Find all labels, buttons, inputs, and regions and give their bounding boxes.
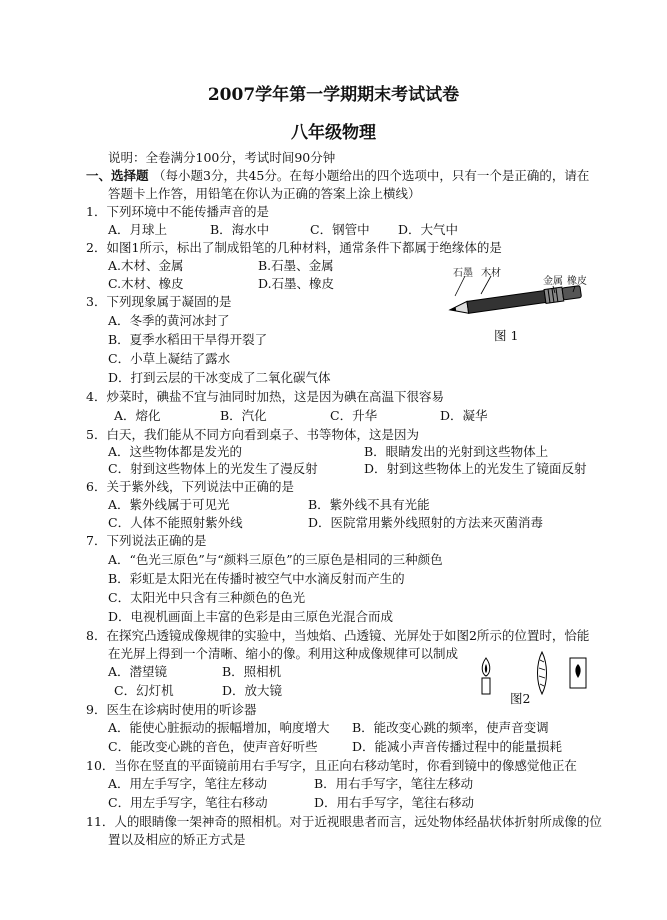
figure-1-pencil	[445, 268, 595, 318]
question-2-option-d[interactable]: D.石墨、橡皮	[258, 276, 335, 291]
question-7-option-d[interactable]: D．电视机画面上丰富的色彩是由三原色光混合而成	[108, 609, 394, 624]
question-2-option-b[interactable]: B.石墨、金属	[258, 258, 334, 273]
question-3-option-c[interactable]: C．小草上凝结了露水	[108, 351, 231, 366]
question-6-option-a[interactable]: A．紫外线属于可见光	[108, 497, 230, 512]
question-5-option-a[interactable]: A．这些物体都是发光的	[108, 444, 243, 459]
question-5-stem: 5．白天，我们能从不同方向看到桌子、书等物体，这是因为	[86, 427, 419, 442]
question-3-option-d[interactable]: D．打到云层的干冰变成了二氧化碳气体	[108, 370, 331, 385]
question-4-option-d[interactable]: D．凝华	[440, 408, 488, 423]
candle-icon	[482, 658, 490, 694]
question-6-option-d[interactable]: D．医院常用紫外线照射的方法来灭菌消毒	[308, 515, 544, 530]
question-3-option-b[interactable]: B．夏季水稻田干旱得开裂了	[108, 332, 268, 347]
question-10-option-c[interactable]: C．用左手写字，笔往右移动	[108, 795, 268, 810]
question-8-option-b[interactable]: B．照相机	[222, 664, 282, 679]
question-4-option-c[interactable]: C．升华	[330, 408, 378, 423]
question-3-option-a[interactable]: A．冬季的黄河冰封了	[108, 313, 230, 328]
figure-2-optics	[474, 648, 594, 698]
question-1-option-d[interactable]: D．大气中	[398, 222, 459, 237]
label-rubber: 橡皮	[567, 276, 587, 287]
question-11-stem: 11．人的眼睛像一架神奇的照相机。对于近视眼患者而言，远处物体经晶状体折射所成像的位	[86, 814, 602, 829]
question-5-option-b[interactable]: B．眼睛发出的光射到这些物体上	[364, 444, 549, 459]
question-8-stem: 8．在探究凸透镜成像规律的实验中，当烛焰、凸透镜、光屏处于如图2所示的位置时，恰能	[86, 628, 590, 643]
question-10-stem: 10．当你在竖直的平面镜前用右手写字，且正向右移动笔时，你看到镜中的像感觉他正在	[86, 758, 577, 773]
question-7-option-c[interactable]: C．太阳光中只含有三种颜色的色光	[108, 590, 306, 605]
question-9-option-c[interactable]: C．能改变心跳的音色，使声音好听些	[108, 739, 318, 754]
question-2-stem: 2．如图1所示，标出了制成铅笔的几种材料，通常条件下都属于绝缘体的是	[86, 240, 502, 255]
question-1-option-a[interactable]: A．月球上	[108, 222, 168, 237]
question-5-option-c[interactable]: C．射到这些物体上的光发生了漫反射	[108, 461, 318, 476]
screen-icon	[570, 658, 586, 688]
question-4-option-a[interactable]: A．熔化	[114, 408, 161, 423]
exam-subtitle: 八年级物理	[291, 123, 376, 143]
question-10-option-a[interactable]: A．用左手写字，笔往左移动	[108, 776, 268, 791]
lens-icon	[538, 652, 547, 694]
question-8-option-d[interactable]: D．放大镜	[222, 683, 283, 698]
optics-setup-icon	[474, 648, 594, 698]
section-label: 一、选择题	[86, 168, 149, 183]
question-8-stem-2: 在光屏上得到一个清晰、缩小的像。利用这种成像规律可以制成	[108, 646, 459, 661]
question-9-option-d[interactable]: D．能减小声音传播过程中的能量损耗	[352, 739, 563, 754]
label-graphite: 石墨	[453, 268, 473, 279]
exam-title: 2007学年第一学期期末考试试卷	[207, 85, 460, 105]
question-1-option-c[interactable]: C．钢管中	[310, 222, 370, 237]
figure-2-caption: 图2	[510, 691, 531, 706]
question-6-option-b[interactable]: B．紫外线不具有光能	[308, 497, 430, 512]
question-5-option-d[interactable]: D．射到这些物体上的光发生了镜面反射	[364, 461, 587, 476]
question-2-option-a[interactable]: A.木材、金属	[108, 258, 184, 273]
question-9-option-a[interactable]: A．能使心脏振动的振幅增加，响度增大	[108, 720, 330, 735]
question-8-option-c[interactable]: C．幻灯机	[114, 683, 174, 698]
question-1-stem: 1．下列环境中不能传播声音的是	[86, 204, 269, 219]
question-3-stem: 3．下列现象属于凝固的是	[86, 294, 232, 309]
question-6-option-c[interactable]: C．人体不能照射紫外线	[108, 515, 243, 530]
question-10-option-b[interactable]: B．用右手写字，笔往左移动	[314, 776, 474, 791]
question-8-option-a[interactable]: A．潜望镜	[108, 664, 168, 679]
question-2-option-c[interactable]: C.木材、橡皮	[108, 276, 184, 291]
figure-1-caption: 图 1	[494, 328, 519, 343]
question-7-option-b[interactable]: B．彩虹是太阳光在传播时被空气中水滴反射而产生的	[108, 571, 405, 586]
question-7-stem: 7．下列说法正确的是	[86, 533, 207, 548]
question-1-option-b[interactable]: B．海水中	[210, 222, 270, 237]
question-10-option-d[interactable]: D．用右手写字，笔往右移动	[314, 795, 475, 810]
exam-note: 说明：全卷满分100分，考试时间90分钟	[108, 150, 336, 165]
section-desc: （每小题3分，共45分。在每小题给出的四个选项中，只有一个是正确的，请在	[153, 168, 590, 183]
question-4-option-b[interactable]: B．汽化	[220, 408, 267, 423]
question-4-stem: 4．炒菜时，碘盐不宜与油同时加热，这是因为碘在高温下很容易	[86, 389, 444, 404]
question-9-stem: 9．医生在诊病时使用的听诊器	[86, 702, 257, 717]
question-6-stem: 6．关于紫外线，下列说法中正确的是	[86, 479, 294, 494]
label-metal: 金属	[543, 276, 563, 287]
question-11-stem-2: 置以及相应的矫正方式是	[108, 832, 246, 847]
question-9-option-b[interactable]: B．能改变心跳的频率，使声音变调	[352, 720, 549, 735]
question-7-option-a[interactable]: A．“色光三原色”与“颜料三原色”的三原色是相同的三种颜色	[108, 552, 443, 567]
section-desc-2: 答题卡上作答，用铅笔在你认为正确的答案上涂上横线）	[108, 186, 421, 201]
label-wood: 木材	[481, 268, 501, 279]
